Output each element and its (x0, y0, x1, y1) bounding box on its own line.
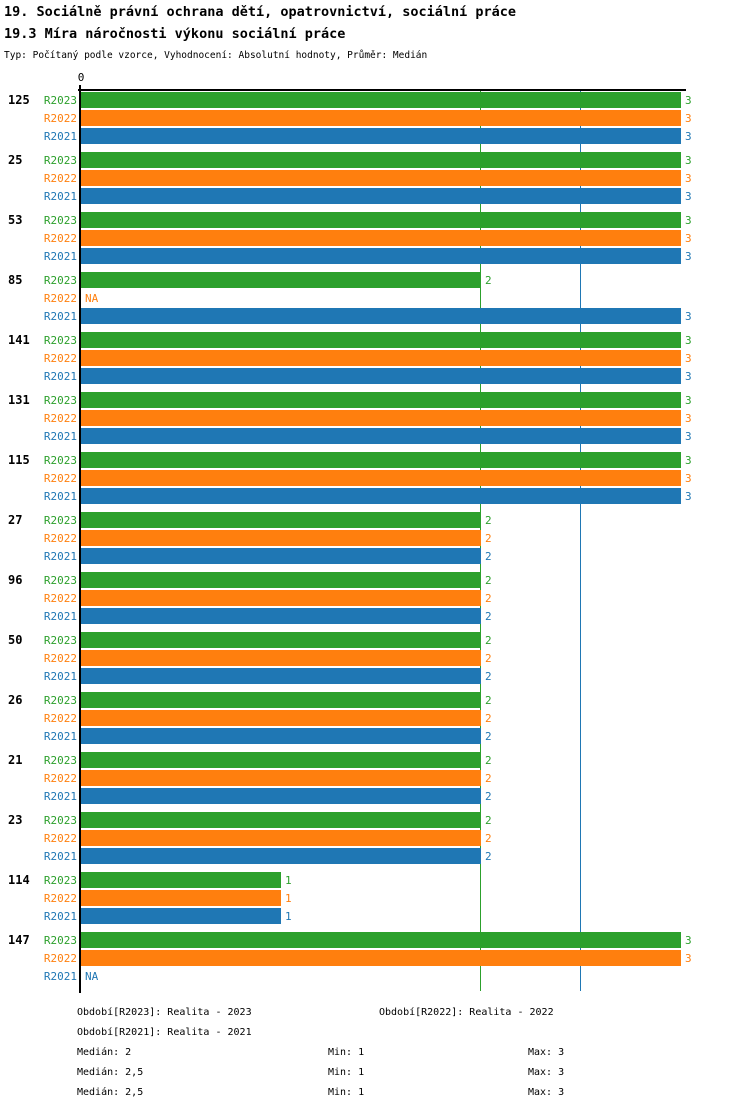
bar-r2021 (81, 308, 681, 324)
bar-value-label: 3 (685, 250, 692, 263)
bar-value-label: 2 (485, 550, 492, 563)
bar-r2021 (81, 128, 681, 144)
bar-value-label: 2 (485, 832, 492, 845)
group-label: 114 (8, 873, 30, 887)
bar-value-label: 3 (685, 172, 692, 185)
group-label: 23 (8, 813, 23, 827)
bar-value-label: 1 (285, 874, 292, 887)
group-label: 141 (8, 333, 30, 347)
bar-r2021 (81, 848, 481, 864)
bar-value-label: 3 (685, 232, 692, 245)
bar-value-label: 2 (485, 610, 492, 623)
bar-r2021 (81, 908, 281, 924)
bar-r2023 (81, 92, 681, 108)
series-label-r2021: R2021 (43, 610, 77, 623)
bar-value-label: 2 (485, 652, 492, 665)
series-label-r2023: R2023 (43, 754, 77, 767)
series-label-r2022: R2022 (43, 172, 77, 185)
x-axis-origin-tick-label: 0 (77, 71, 85, 84)
bar-r2021 (81, 728, 481, 744)
series-label-r2021: R2021 (43, 970, 77, 983)
series-label-r2022: R2022 (43, 952, 77, 965)
series-label-r2023: R2023 (43, 814, 77, 827)
group-label: 147 (8, 933, 30, 947)
bar-r2023 (81, 692, 481, 708)
bar-value-label: 2 (485, 532, 492, 545)
series-label-r2021: R2021 (43, 550, 77, 563)
group-label: 50 (8, 633, 23, 647)
bar-r2023 (81, 812, 481, 828)
stat-max-r2023: Max: 3 (528, 1047, 565, 1058)
series-label-r2023: R2023 (43, 154, 77, 167)
stat-min-r2023: Min: 1 (328, 1047, 365, 1058)
series-label-r2023: R2023 (43, 514, 77, 527)
bar-value-label: 2 (485, 814, 492, 827)
legend-item-r2022: Období[R2022]: Realita - 2022 (379, 1007, 554, 1018)
series-label-r2021: R2021 (43, 310, 77, 323)
bar-value-label: 3 (685, 352, 692, 365)
series-label-r2022: R2022 (43, 652, 77, 665)
series-label-r2021: R2021 (43, 130, 77, 143)
bar-r2021 (81, 788, 481, 804)
series-label-r2021: R2021 (43, 850, 77, 863)
series-label-r2021: R2021 (43, 190, 77, 203)
bar-r2022 (81, 650, 481, 666)
bar-value-label: 2 (485, 850, 492, 863)
x-axis-line (78, 89, 686, 91)
series-label-r2022: R2022 (43, 592, 77, 605)
bar-r2023 (81, 632, 481, 648)
series-label-r2022: R2022 (43, 832, 77, 845)
group-label: 53 (8, 213, 23, 227)
bar-value-label: 2 (485, 772, 492, 785)
series-label-r2021: R2021 (43, 490, 77, 503)
stat-max-r2021: Max: 3 (528, 1087, 565, 1098)
stat-median-r2022: Medián: 2,5 (77, 1067, 144, 1078)
stat-max-r2022: Max: 3 (528, 1067, 565, 1078)
series-label-r2022: R2022 (43, 712, 77, 725)
series-label-r2022: R2022 (43, 292, 77, 305)
series-label-r2021: R2021 (43, 370, 77, 383)
bar-r2022 (81, 710, 481, 726)
bar-value-label: 3 (685, 430, 692, 443)
bar-r2023 (81, 272, 481, 288)
stat-min-r2021: Min: 1 (328, 1087, 365, 1098)
bar-value-label: 3 (685, 394, 692, 407)
series-label-r2023: R2023 (43, 94, 77, 107)
bar-r2022 (81, 590, 481, 606)
bar-value-label: 1 (285, 892, 292, 905)
bar-r2022 (81, 410, 681, 426)
group-label: 125 (8, 93, 30, 107)
bar-r2021 (81, 668, 481, 684)
bar-r2023 (81, 392, 681, 408)
series-label-r2022: R2022 (43, 892, 77, 905)
bar-r2021 (81, 188, 681, 204)
chart-meta-line: Typ: Počítaný podle vzorce, Vyhodnocení: Absolutní hodnoty, Průměr: Medián (4, 50, 428, 61)
group-label: 85 (8, 273, 23, 287)
bar-value-label: 2 (485, 730, 492, 743)
bar-r2023 (81, 152, 681, 168)
bar-value-label: 3 (685, 412, 692, 425)
series-label-r2023: R2023 (43, 634, 77, 647)
series-label-r2023: R2023 (43, 574, 77, 587)
group-label: 96 (8, 573, 23, 587)
na-label: NA (85, 970, 99, 983)
bar-value-label: 3 (685, 310, 692, 323)
bar-value-label: 3 (685, 112, 692, 125)
series-label-r2023: R2023 (43, 334, 77, 347)
group-label: 27 (8, 513, 23, 527)
legend-item-r2023: Období[R2023]: Realita - 2023 (77, 1007, 252, 1018)
bar-r2023 (81, 932, 681, 948)
bar-r2022 (81, 110, 681, 126)
series-label-r2022: R2022 (43, 532, 77, 545)
series-label-r2021: R2021 (43, 730, 77, 743)
series-label-r2023: R2023 (43, 934, 77, 947)
bar-r2021 (81, 548, 481, 564)
bar-r2023 (81, 332, 681, 348)
series-label-r2021: R2021 (43, 910, 77, 923)
series-label-r2023: R2023 (43, 694, 77, 707)
series-label-r2022: R2022 (43, 352, 77, 365)
bar-value-label: 3 (685, 214, 692, 227)
page-title: 19. Sociálně právní ochrana dětí, opatrovnictví, sociální práce (4, 4, 517, 20)
group-label: 26 (8, 693, 23, 707)
bar-r2022 (81, 170, 681, 186)
bar-value-label: 2 (485, 670, 492, 683)
bar-value-label: 2 (485, 574, 492, 587)
bar-value-label: 3 (685, 454, 692, 467)
series-label-r2021: R2021 (43, 790, 77, 803)
bar-value-label: 2 (485, 592, 492, 605)
group-label: 21 (8, 753, 23, 767)
bar-r2021 (81, 608, 481, 624)
series-label-r2022: R2022 (43, 472, 77, 485)
series-label-r2021: R2021 (43, 430, 77, 443)
stat-min-r2022: Min: 1 (328, 1067, 365, 1078)
bar-r2023 (81, 212, 681, 228)
bar-value-label: 3 (685, 130, 692, 143)
bar-r2021 (81, 428, 681, 444)
bar-value-label: 3 (685, 94, 692, 107)
bar-r2021 (81, 248, 681, 264)
bar-value-label: 3 (685, 154, 692, 167)
series-label-r2022: R2022 (43, 232, 77, 245)
group-label: 115 (8, 453, 30, 467)
group-label: 131 (8, 393, 30, 407)
bar-r2023 (81, 572, 481, 588)
chart-subtitle: 19.3 Míra náročnosti výkonu sociální práce (4, 26, 346, 42)
series-label-r2022: R2022 (43, 772, 77, 785)
bar-r2022 (81, 470, 681, 486)
series-label-r2023: R2023 (43, 214, 77, 227)
bar-value-label: 2 (485, 634, 492, 647)
bar-r2022 (81, 770, 481, 786)
bar-r2021 (81, 368, 681, 384)
bar-value-label: 2 (485, 790, 492, 803)
bar-value-label: 2 (485, 514, 492, 527)
bar-value-label: 2 (485, 274, 492, 287)
stat-median-r2021: Medián: 2,5 (77, 1087, 144, 1098)
bar-r2022 (81, 530, 481, 546)
bar-r2021 (81, 488, 681, 504)
bar-r2022 (81, 350, 681, 366)
bar-r2023 (81, 872, 281, 888)
bar-value-label: 3 (685, 334, 692, 347)
na-label: NA (85, 292, 99, 305)
series-label-r2022: R2022 (43, 412, 77, 425)
group-label: 25 (8, 153, 23, 167)
series-label-r2021: R2021 (43, 670, 77, 683)
legend-item-r2021: Období[R2021]: Realita - 2021 (77, 1027, 252, 1038)
bar-r2023 (81, 752, 481, 768)
series-label-r2021: R2021 (43, 250, 77, 263)
bar-r2022 (81, 830, 481, 846)
stat-median-r2023: Medián: 2 (77, 1047, 132, 1058)
bar-r2022 (81, 950, 681, 966)
bar-r2022 (81, 230, 681, 246)
bar-r2023 (81, 512, 481, 528)
bar-value-label: 2 (485, 694, 492, 707)
series-label-r2023: R2023 (43, 454, 77, 467)
series-label-r2023: R2023 (43, 394, 77, 407)
bar-value-label: 3 (685, 472, 692, 485)
bar-value-label: 2 (485, 754, 492, 767)
bar-value-label: 1 (285, 910, 292, 923)
series-label-r2022: R2022 (43, 112, 77, 125)
bar-value-label: 3 (685, 952, 692, 965)
bar-value-label: 2 (485, 712, 492, 725)
bar-value-label: 3 (685, 190, 692, 203)
series-label-r2023: R2023 (43, 274, 77, 287)
bar-r2022 (81, 890, 281, 906)
series-label-r2023: R2023 (43, 874, 77, 887)
bar-value-label: 3 (685, 934, 692, 947)
bar-value-label: 3 (685, 490, 692, 503)
bar-value-label: 3 (685, 370, 692, 383)
bar-r2023 (81, 452, 681, 468)
